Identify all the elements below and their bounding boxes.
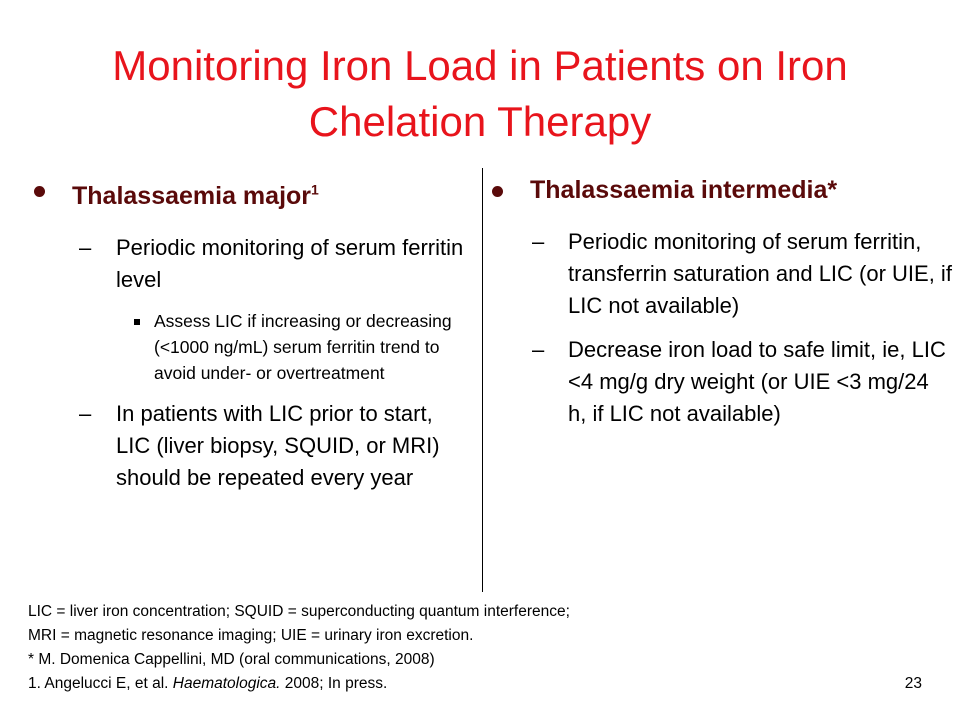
left-heading-footnote: 1 <box>311 182 319 198</box>
left-subitem-1-text: Assess LIC if increasing or decreasing (<1000 ng/mL) serum ferritin trend to avoid under- or overtreatment <box>154 311 452 384</box>
right-item-2 <box>492 334 952 430</box>
dash-icon: – <box>532 337 545 362</box>
footnote-abbreviations-1: LIC = liver iron concentration; SQUID = superconducting quantum interference; <box>28 603 570 620</box>
left-item-1 <box>34 232 464 296</box>
reference-year: 2008; In press. <box>280 675 388 692</box>
slide-title: Monitoring Iron Load in Patients on Iron Chelation Therapy <box>112 42 848 145</box>
reference-authors: 1. Angelucci E, et al. <box>28 675 173 692</box>
bullet-icon <box>34 186 45 197</box>
left-heading-item <box>34 172 464 214</box>
column-divider <box>482 168 483 592</box>
left-item-2-text: In patients with LIC prior to start, LIC (liver biopsy, SQUID, or MRI) should be repeated every year <box>116 401 440 491</box>
dash-icon: – <box>532 229 545 254</box>
left-item-2 <box>34 398 464 494</box>
right-item-1-text: Periodic monitoring of serum ferritin, transferrin saturation and LIC (or UIE, if LIC not available) <box>568 229 952 318</box>
footnotes <box>28 600 888 696</box>
right-column <box>492 172 952 442</box>
left-subitem-1 <box>34 308 464 386</box>
left-item-1-text: Periodic monitoring of serum ferritin level <box>116 235 464 293</box>
right-item-2-text: Decrease iron load to safe limit, ie, LIC <4 mg/g dry weight (or UIE <3 mg/24 h, if LIC not available) <box>568 337 946 426</box>
left-column <box>34 172 464 506</box>
footnote-asterisk: * M. Domenica Cappellini, MD (oral communications, 2008) <box>28 651 435 668</box>
footnote-abbreviations-2: MRI = magnetic resonance imaging; UIE = urinary iron excretion. <box>28 627 474 644</box>
dash-icon: – <box>79 401 92 427</box>
reference-journal: Haematologica. <box>172 675 281 692</box>
right-heading-item <box>492 172 952 208</box>
square-bullet-icon <box>134 319 140 325</box>
bullet-icon <box>492 186 503 197</box>
left-heading: Thalassaemia major$^1$ <box>72 182 319 211</box>
slide-number: 23 <box>904 675 922 692</box>
footnote-reference-1 <box>28 672 888 696</box>
right-heading: Thalassaemia intermedia* <box>530 176 838 204</box>
right-item-1 <box>492 226 952 322</box>
dash-icon: – <box>79 235 92 261</box>
